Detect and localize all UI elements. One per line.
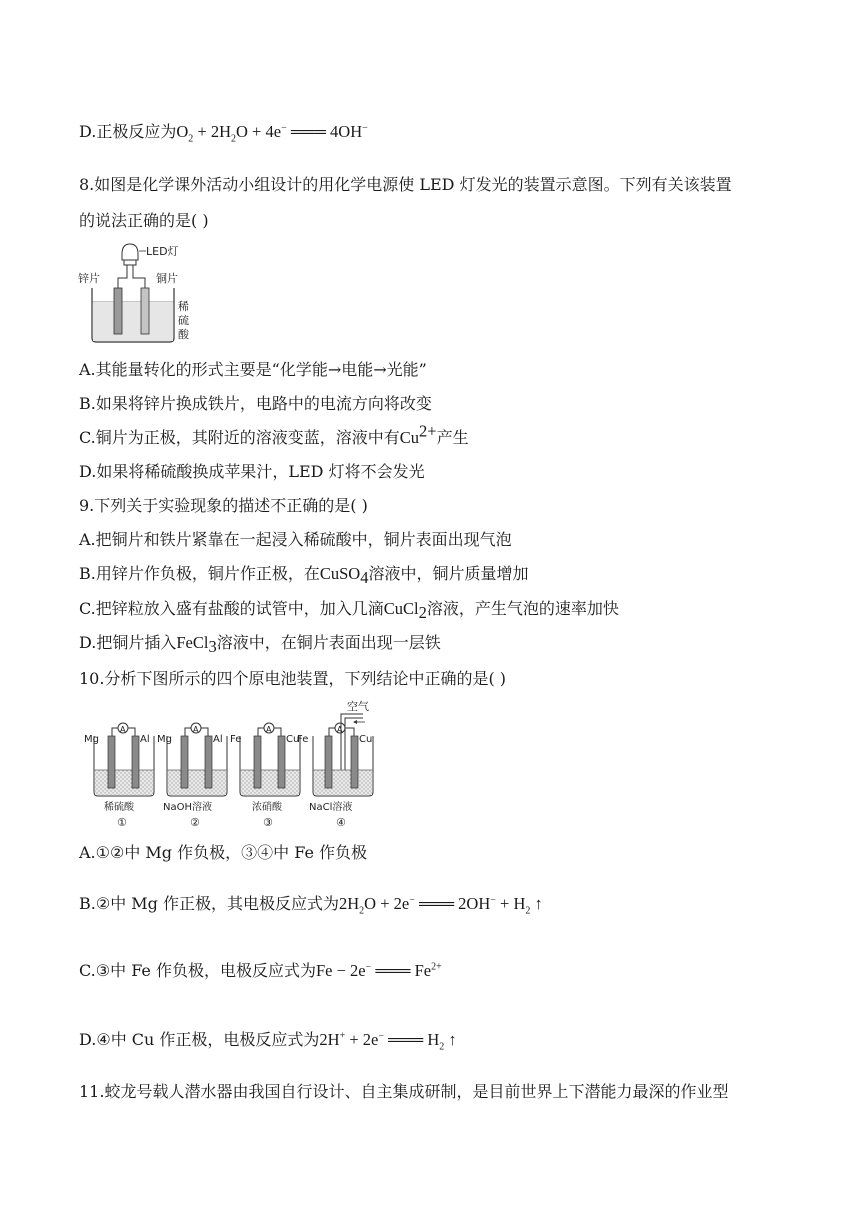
led-bulb-icon bbox=[122, 244, 138, 272]
svg-text:浓硝酸: 浓硝酸 bbox=[252, 802, 282, 813]
svg-text:②: ② bbox=[190, 816, 200, 829]
svg-text:A: A bbox=[193, 725, 199, 734]
q8-option-d: D.如果将稀硫酸换成苹果汁，LED 灯将不会发光 bbox=[79, 462, 425, 481]
zinc-electrode bbox=[114, 288, 122, 334]
acid-label-1: 稀 bbox=[178, 300, 189, 313]
air-label: 空气 bbox=[347, 700, 369, 713]
q8-led-cell-figure bbox=[78, 240, 198, 346]
q9-option-c: C.把锌粒放入盛有盐酸的试管中，加入几滴CuCl$_2$溶液，产生气泡的速率加快 bbox=[79, 599, 619, 623]
svg-text:Al: Al bbox=[140, 734, 150, 745]
acid-label-3: 酸 bbox=[178, 328, 189, 341]
q10-cells-figure bbox=[84, 700, 374, 832]
q10-option-b: B.②中 Mg 作正极，其电极反应式为$2H_2O + 2e^-$ ═══ $2OH^- + H_2$ ↑ bbox=[79, 894, 543, 917]
svg-text:①: ① bbox=[117, 816, 127, 829]
q7-option-d-equation: $O_2 + 2H_2O + 4e^-$ ═══ 4OH− bbox=[176, 122, 368, 145]
cell-4 bbox=[297, 700, 373, 829]
q8-stem-line2: 的说法正确的是( ) bbox=[79, 211, 209, 230]
cell-2 bbox=[157, 723, 227, 829]
q10-option-d-equation: 2H+ + 2e− ═══ $H_2$ ↑ bbox=[319, 1030, 457, 1053]
svg-text:NaCl溶液: NaCl溶液 bbox=[309, 802, 353, 813]
q9-stem: 9.下列关于实验现象的描述不正确的是( ) bbox=[79, 496, 368, 515]
q9-option-d: D.把铜片插入FeCl$_3$溶液中，在铜片表面出现一层铁 bbox=[79, 633, 441, 657]
svg-text:Mg: Mg bbox=[84, 734, 99, 745]
q8-option-b: B.如果将锌片换成铁片，电路中的电流方向将改变 bbox=[79, 394, 432, 413]
cell-1 bbox=[84, 723, 154, 829]
svg-text:NaOH溶液: NaOH溶液 bbox=[163, 802, 212, 813]
copper-electrode bbox=[141, 288, 149, 334]
svg-text:Cu: Cu bbox=[286, 734, 300, 745]
svg-text:Cu: Cu bbox=[359, 734, 373, 745]
q10-option-b-equation: $2H_2O + 2e^-$ ═══ $2OH^- + H_2$ ↑ bbox=[339, 894, 543, 917]
q11-stem: 11.蛟龙号载人潜水器由我国自行设计、自主集成研制，是目前世界上下潜能力最深的作业型 bbox=[79, 1082, 729, 1101]
svg-text:Fe: Fe bbox=[230, 734, 242, 745]
q7-option-d: D.正极反应为$O_2 + 2H_2O + 4e^-$ ═══ 4OH− bbox=[79, 122, 368, 145]
svg-text:A: A bbox=[337, 725, 343, 734]
q10-option-c: C.③中 Fe 作负极，电极反应式为Fe − 2e− ═══ $Fe^{2+}$ bbox=[79, 961, 442, 980]
led-label: LED灯 bbox=[146, 245, 179, 258]
svg-text:Al: Al bbox=[213, 734, 223, 745]
q10-stem: 10.分析下图所示的四个原电池装置，下列结论中正确的是( ) bbox=[79, 669, 507, 688]
svg-text:Mg: Mg bbox=[157, 734, 172, 745]
svg-text:Fe: Fe bbox=[297, 734, 309, 745]
q10-option-a: A.①②中 Mg 作负极，③④中 Fe 作负极 bbox=[79, 843, 367, 862]
q9-option-a: A.把铜片和铁片紧靠在一起浸入稀硫酸中，铜片表面出现气泡 bbox=[79, 530, 512, 549]
acid-label-2: 硫 bbox=[178, 314, 189, 327]
q9-option-b: B.用锌片作负极，铜片作正极，在CuSO$_4$溶液中，铜片质量增加 bbox=[79, 564, 529, 588]
cell-3 bbox=[230, 723, 300, 829]
q8-stem-line1: 8.如图是化学课外活动小组设计的用化学电源使 LED 灯发光的装置示意图。下列有关该装置 bbox=[79, 175, 732, 194]
q10-option-c-equation: Fe − 2e− ═══ $Fe^{2+}$ bbox=[315, 961, 442, 980]
svg-text:③: ③ bbox=[263, 816, 273, 829]
svg-text:A: A bbox=[266, 725, 272, 734]
q8-option-c: C.铜片为正极，其附近的溶液变蓝，溶液中有$Cu^{2+}$产生 bbox=[79, 421, 469, 447]
copper-label: 铜片 bbox=[156, 272, 178, 285]
svg-text:A: A bbox=[120, 725, 126, 734]
svg-text:④: ④ bbox=[336, 816, 346, 829]
svg-text:稀硫酸: 稀硫酸 bbox=[104, 802, 134, 813]
zinc-label: 锌片 bbox=[78, 272, 100, 285]
q10-option-d: D.④中 Cu 作正极，电极反应式为2H+ + 2e− ═══ $H_2$ ↑ bbox=[79, 1030, 457, 1053]
q8-option-a: A.其能量转化的形式主要是“化学能→电能→光能” bbox=[79, 360, 427, 379]
